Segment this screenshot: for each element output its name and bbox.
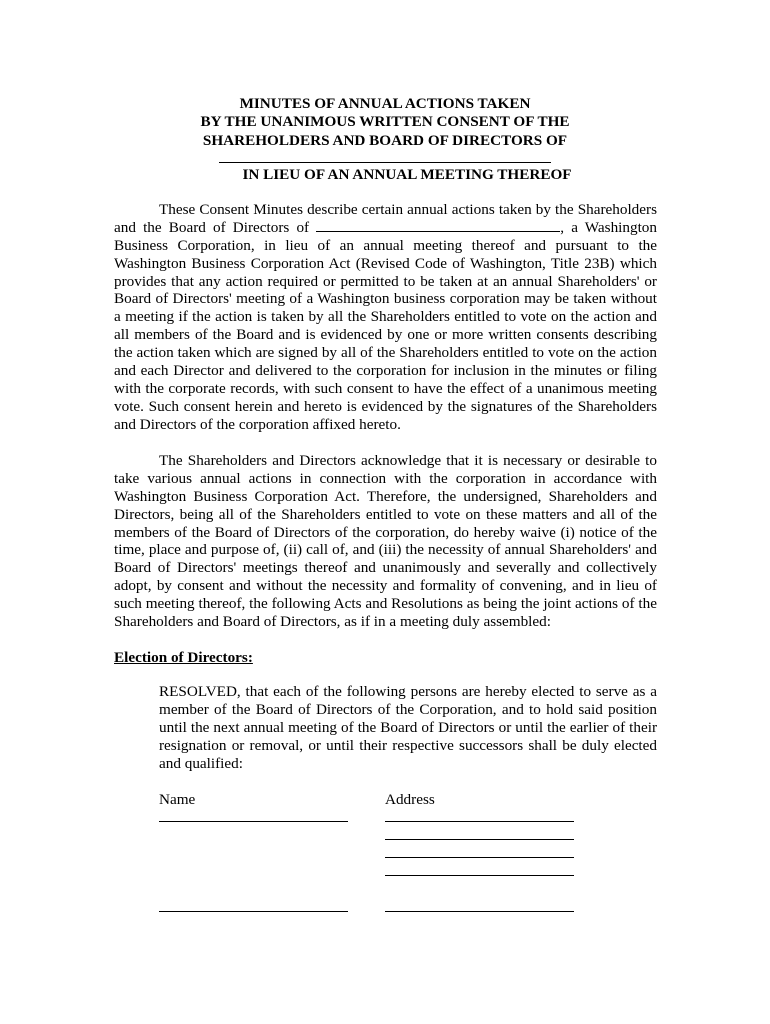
- title-line-4: IN LIEU OF AN ANNUAL MEETING THEREOF: [242, 166, 572, 183]
- resolved-line: resignation or removal, or until their respective successors shall be duly elected: [159, 736, 657, 754]
- para2-line: members of the Board of Directors of the corporation, do hereby waive (i) notice of the: [114, 523, 657, 541]
- director-address-blank-1-line-2[interactable]: [385, 839, 574, 840]
- para1-line: Washington Business Corporation Act (Revised Code of Washington, Title 23B) which: [114, 254, 657, 272]
- director-address-blank-1-line-4[interactable]: [385, 875, 574, 876]
- document-title: [114, 95, 656, 150]
- para1-line: These Consent Minutes describe certain annual actions taken by the Shareholders: [159, 201, 657, 218]
- resolved-line: and qualified:: [159, 754, 243, 772]
- name-column-label: Name: [159, 791, 196, 808]
- para1-line: vote. Such consent herein and hereto is evidenced by the signatures of the Shareholders: [114, 397, 657, 415]
- para1-line: and the Board of Directors of , a Washington: [114, 218, 657, 236]
- director-address-blank-1-line-1[interactable]: [385, 821, 574, 822]
- para1-line: a meeting if the action is taken by all the Shareholders entitled to vote on the action and: [114, 308, 657, 326]
- para1-line: and Directors of the corporation affixed hereto.: [114, 415, 401, 433]
- para2-line: such meeting thereof, the following Acts and Resolutions as being the joint actions of the: [114, 595, 657, 613]
- para1-line: all members of the Board and is evidenced by one or more written consents describing: [114, 326, 657, 344]
- title-line-2: BY THE UNANIMOUS WRITTEN CONSENT OF THE: [200, 113, 570, 131]
- para2-line: Directors, being all of the Shareholders entitled to vote on these matters and all of the: [114, 505, 657, 523]
- resolved-line: until the next annual meeting of the Board of Directors or until the earlier of their: [159, 718, 657, 736]
- para1-line: Board of Directors' meeting of a Washington business corporation may be taken without: [114, 290, 657, 308]
- director-name-blank-2[interactable]: [159, 911, 348, 912]
- para1-line: with the corporate records, with such consent to have the effect of a unanimous meeting: [114, 379, 657, 397]
- para2-line: time, place and purpose of, (ii) call of, and (iii) the necessity of annual Shareholders' and: [114, 541, 657, 559]
- para2-line: adopt, by consent and without the necessity and formality of convening, and in lieu of: [114, 577, 657, 595]
- address-column-label: Address: [385, 791, 435, 808]
- para2-line: Board of Directors' meetings thereof and unanimously and severally and collectively: [114, 559, 657, 577]
- resolved-paragraph: [159, 683, 657, 772]
- title-line-3: SHAREHOLDERS AND BOARD OF DIRECTORS OF: [202, 131, 568, 149]
- para2-line: take various annual actions in connection with the corporation in accordance with: [114, 469, 657, 487]
- para2-line: The Shareholders and Directors acknowledge that it is necessary or desirable to: [159, 452, 657, 469]
- title-line-1: MINUTES OF ANNUAL ACTIONS TAKEN: [239, 95, 531, 112]
- director-name-blank-1[interactable]: [159, 821, 348, 822]
- resolved-line: RESOLVED, that each of the following persons are hereby elected to serve as a: [159, 683, 657, 700]
- consent-paragraph-1: [114, 201, 657, 434]
- para1-line: provides that any action required or permitted to be taken at an annual Shareholders' or: [114, 272, 657, 290]
- director-address-blank-1-line-3[interactable]: [385, 857, 574, 858]
- corporation-name-inline-blank[interactable]: [316, 219, 560, 232]
- director-address-blank-2-line-1[interactable]: [385, 911, 574, 912]
- para1-line: and each Director and delivered to the corporation for inclusion in the minutes or filing: [114, 362, 657, 380]
- consent-paragraph-2: [114, 452, 657, 631]
- para1-line: Business Corporation, in lieu of an annual meeting thereof and pursuant to the: [114, 236, 657, 254]
- election-of-directors-heading: Election of Directors:: [114, 649, 253, 666]
- para2-line: Shareholders and Board of Directors, as if in a meeting duly assembled:: [114, 613, 551, 631]
- para2-line: Washington Business Corporation Act. Therefore, the undersigned, Shareholders and: [114, 487, 657, 505]
- corporation-name-blank[interactable]: [219, 162, 551, 163]
- para1-line: the action taken which are signed by all of the Shareholders entitled to vote on the action: [114, 344, 657, 362]
- resolved-line: member of the Board of Directors of the Corporation, and to hold said position: [159, 700, 657, 718]
